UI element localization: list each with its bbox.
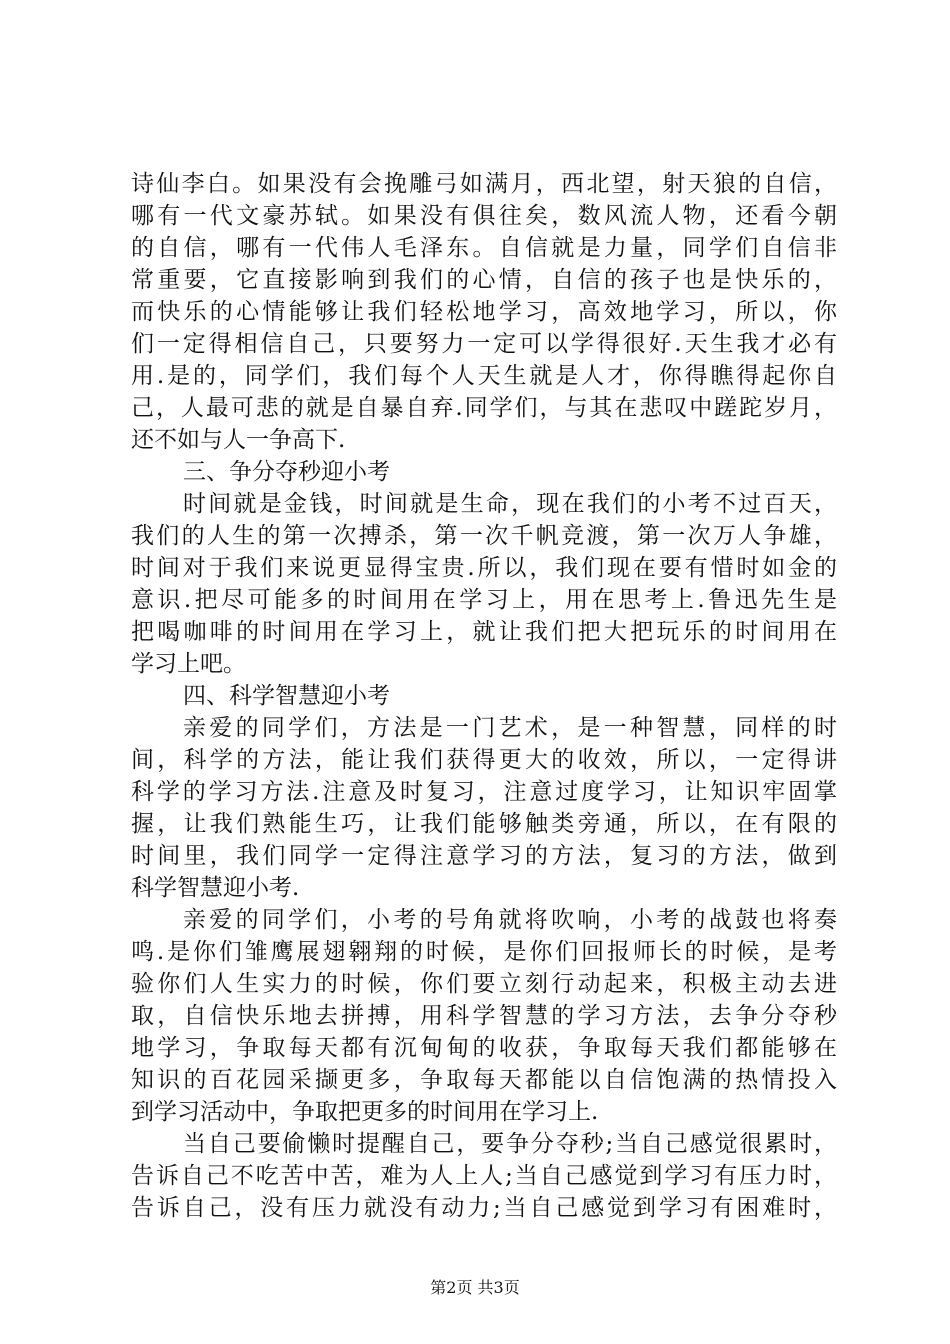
text-line: 学习上吧。 [131, 651, 246, 677]
text-line: 地学习，争取每天都有沉甸甸的收获，争取每天我们都能够在 [131, 1035, 837, 1061]
text-line: 科学的学习方法.注意及时复习，注意过度学习，让知识牢固掌 [131, 779, 837, 805]
text-line: 取，自信快乐地去拼搏，用科学智慧的学习方法，去争分夺秒 [131, 1003, 837, 1029]
text-line: 当自己要偷懒时提醒自己，要争分夺秒;当自己感觉很累时， [183, 1131, 837, 1157]
page-footer: 第2页 共3页 [430, 1278, 520, 1297]
text-line: 间，科学的方法，能让我们获得更大的收效，所以，一定得讲 [131, 747, 837, 773]
text-line: 意识.把尽可能多的时间用在学习上，用在思考上.鲁迅先生是 [131, 587, 837, 613]
text-line: 亲爱的同学们，小考的号角就将吹响，小考的战鼓也将奏 [183, 907, 837, 933]
text-line: 到学习活动中，争取把更多的时间用在学习上. [131, 1099, 599, 1125]
text-line: 验你们人生实力的时候，你们要立刻行动起来，积极主动去进 [131, 971, 837, 997]
section-heading: 四、科学智慧迎小考 [183, 683, 390, 709]
text-line: 而快乐的心情能够让我们轻松地学习，高效地学习，所以，你 [131, 299, 837, 325]
text-line: 我们的人生的第一次搏杀，第一次千帆竞渡，第一次万人争雄， [131, 523, 837, 549]
text-line: 的自信，哪有一代伟人毛泽东。自信就是力量，同学们自信非 [131, 235, 837, 261]
text-line: 用.是的，同学们，我们每个人天生就是人才，你得瞧得起你自 [131, 363, 837, 389]
text-line: 知识的百花园采撷更多，争取每天都能以自信饱满的热情投入 [131, 1067, 837, 1093]
text-line: 还不如与人一争高下. [131, 427, 346, 453]
text-line: 把喝咖啡的时间用在学习上，就让我们把大把玩乐的时间用在 [131, 619, 837, 645]
text-line: 时间对于我们来说更显得宝贵.所以，我们现在要有惜时如金的 [131, 555, 837, 581]
text-line: 鸣.是你们雏鹰展翅翱翔的时候，是你们回报师长的时候，是考 [131, 939, 837, 965]
text-line: 时间就是金钱，时间就是生命，现在我们的小考不过百天， [183, 491, 837, 517]
text-line: 常重要，它直接影响到我们的心情，自信的孩子也是快乐的， [131, 267, 837, 293]
text-line: 科学智慧迎小考. [131, 875, 300, 901]
text-line: 亲爱的同学们，方法是一门艺术，是一种智慧，同样的时 [183, 715, 837, 741]
document-body [131, 168, 837, 1224]
text-line: 时间里，我们同学一定得注意学习的方法，复习的方法，做到 [131, 843, 837, 869]
text-line: 告诉自己，没有压力就没有动力;当自己感觉到学习有困难时， [131, 1195, 837, 1221]
text-line: 们一定得相信自己，只要努力一定可以学得很好.天生我才必有 [131, 331, 837, 357]
text-line: 告诉自己不吃苦中苦，难为人上人;当自己感觉到学习有压力时， [131, 1163, 837, 1189]
text-line: 诗仙李白。如果没有会挽雕弓如满月，西北望，射天狼的自信， [131, 171, 837, 197]
section-heading: 三、争分夺秒迎小考 [183, 459, 390, 485]
text-line: 己，人最可悲的就是自暴自弃.同学们，与其在悲叹中蹉跎岁月， [131, 395, 837, 421]
text-line: 握，让我们熟能生巧，让我们能够触类旁通，所以，在有限的 [131, 811, 837, 837]
text-line: 哪有一代文豪苏轼。如果没有俱往矣，数风流人物，还看今朝 [131, 203, 837, 229]
